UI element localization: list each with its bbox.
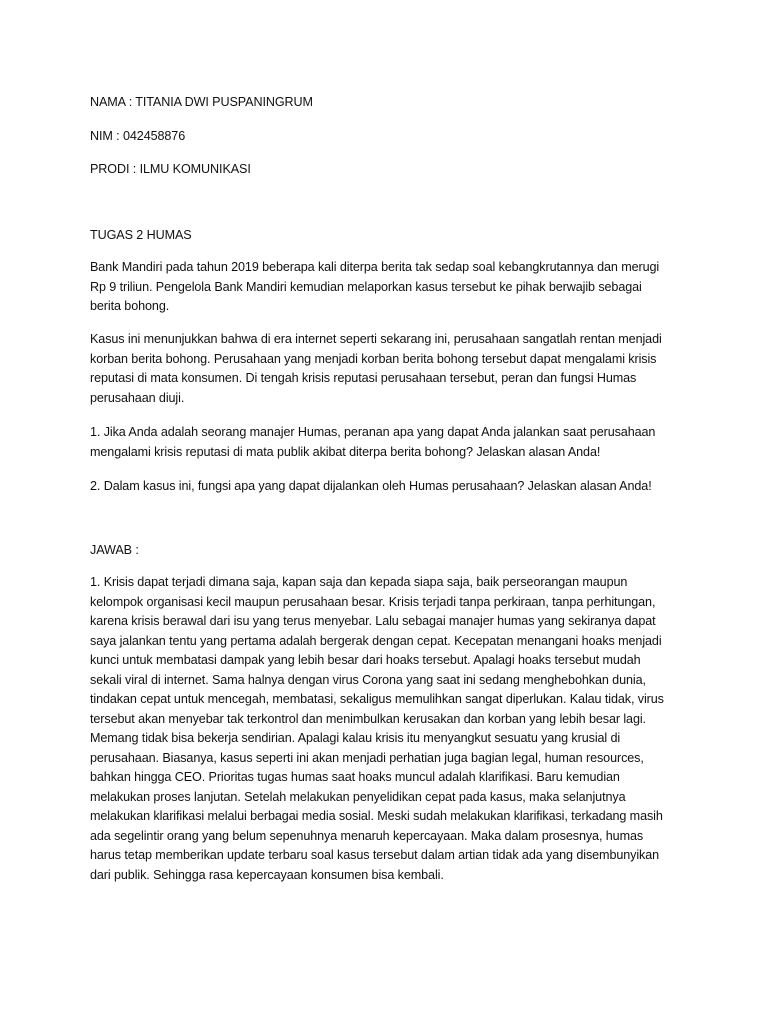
text-line: kelompok organisasi kecil maupun perusahaan besar. Krisis terjadi tanpa perkiraan, tanpa perhitungan, [90, 594, 656, 609]
text-line: karena krisis berawal dari isu yang terus menyebar. Lalu sebagai manajer humas yang sekiranya dapat [90, 614, 656, 628]
text-line: melakukan proses lanjutan. Setelah melakukan penyelidikan cepat pada kasus, maka selanjutnya [90, 789, 626, 804]
question-2 [90, 477, 690, 497]
answer-1 [90, 573, 690, 885]
text-line: Kasus ini menunjukkan bahwa di era internet seperti sekarang ini, perusahaan sangatlah rentan menjadi [90, 332, 662, 346]
text-line: kunci untuk membatasi dampak yang lebih besar dari hoaks tersebut. Apalagi hoaks tersebut mudah [90, 653, 641, 667]
text-line: reputasi di mata konsumen. Di tengah krisis reputasi perusahaan tersebut, peran dan fungsi Humas [90, 371, 637, 385]
answer-label: JAWAB : [90, 543, 139, 557]
text-line: tindakan cepat untuk mencegah, membatasi, sekaligus memulihkan sangat diperlukan. Kalau tidak, virus [90, 692, 664, 706]
text-line: sekali viral di internet. Sama halnya dengan virus Corona yang saat ini sedang menghebohkan dunia, [90, 672, 646, 687]
text-line: Memang tidak bisa bekerja sendirian. Apalagi kalau krisis itu menyangkut sesuatu yang krusial di [90, 731, 621, 745]
student-nim: NIM : 042458876 [90, 129, 186, 143]
intro-paragraph [90, 258, 690, 317]
task-title: TUGAS 2 HUMAS [90, 228, 192, 242]
study-program: PRODI : ILMU KOMUNIKASI [90, 162, 251, 176]
text-line: 1. Jika Anda adalah seorang manajer Humas, peranan apa yang dapat Anda jalankan saat perusahaan [90, 425, 656, 439]
text-line: perusahaan diuji. [90, 390, 185, 405]
text-line: 2. Dalam kasus ini, fungsi apa yang dapat dijalankan oleh Humas perusahaan? Jelaskan alasan Anda! [90, 479, 652, 493]
student-name: NAMA : TITANIA DWI PUSPANINGRUM [90, 95, 313, 109]
text-line: dari publik. Sehingga rasa kepercayaan konsumen bisa kembali. [90, 867, 444, 882]
text-line: perusahaan. Biasanya, kasus seperti ini akan menjadi perhatian juga bagian legal, human resources, [90, 750, 644, 765]
text-line: tersebut akan menyebar tak terkontrol dan menimbulkan kerusakan dan korban yang lebih besar lagi. [90, 711, 646, 726]
text-line: 1. Krisis dapat terjadi dimana saja, kapan saja dan kepada siapa saja, baik perseorangan maupun [90, 575, 628, 589]
text-line: mengalami krisis reputasi di mata publik akibat diterpa berita bohong? Jelaskan alasan Anda! [90, 444, 601, 459]
text-line: berita bohong. [90, 299, 170, 313]
text-line: korban berita bohong. Perusahaan yang menjadi korban berita bohong tersebut dapat mengalami krisis [90, 351, 657, 366]
text-line: Rp 9 triliun. Pengelola Bank Mandiri kemudian melaporkan kasus tersebut ke pihak berwajib sebagai [90, 279, 642, 294]
text-line: ada segelintir orang yang belum sepenuhnya menaruh kepercayaan. Maka dalam prosesnya, humas [90, 828, 644, 843]
text-line: melakukan klarifikasi melalui berbagai media sosial. Meski sudah melakukan klarifikasi, terkadang masih [90, 809, 663, 823]
text-line: Bank Mandiri pada tahun 2019 beberapa kali diterpa berita tak sedap soal kebangkrutannya dan merugi [90, 260, 660, 274]
question-1 [90, 423, 690, 462]
text-line: bahkan hingga CEO. Prioritas tugas humas saat hoaks muncul adalah klarifikasi. Baru kemudian [90, 770, 620, 784]
text-line: harus tetap memberikan update terbaru soal kasus tersebut dalam artian tidak ada yang disembunyikan [90, 848, 660, 862]
text-line: saya jalankan tentu yang pertama adalah bergerak dengan cepat. Kecepatan menangani hoaks menjadi [90, 633, 662, 648]
context-paragraph [90, 330, 690, 408]
